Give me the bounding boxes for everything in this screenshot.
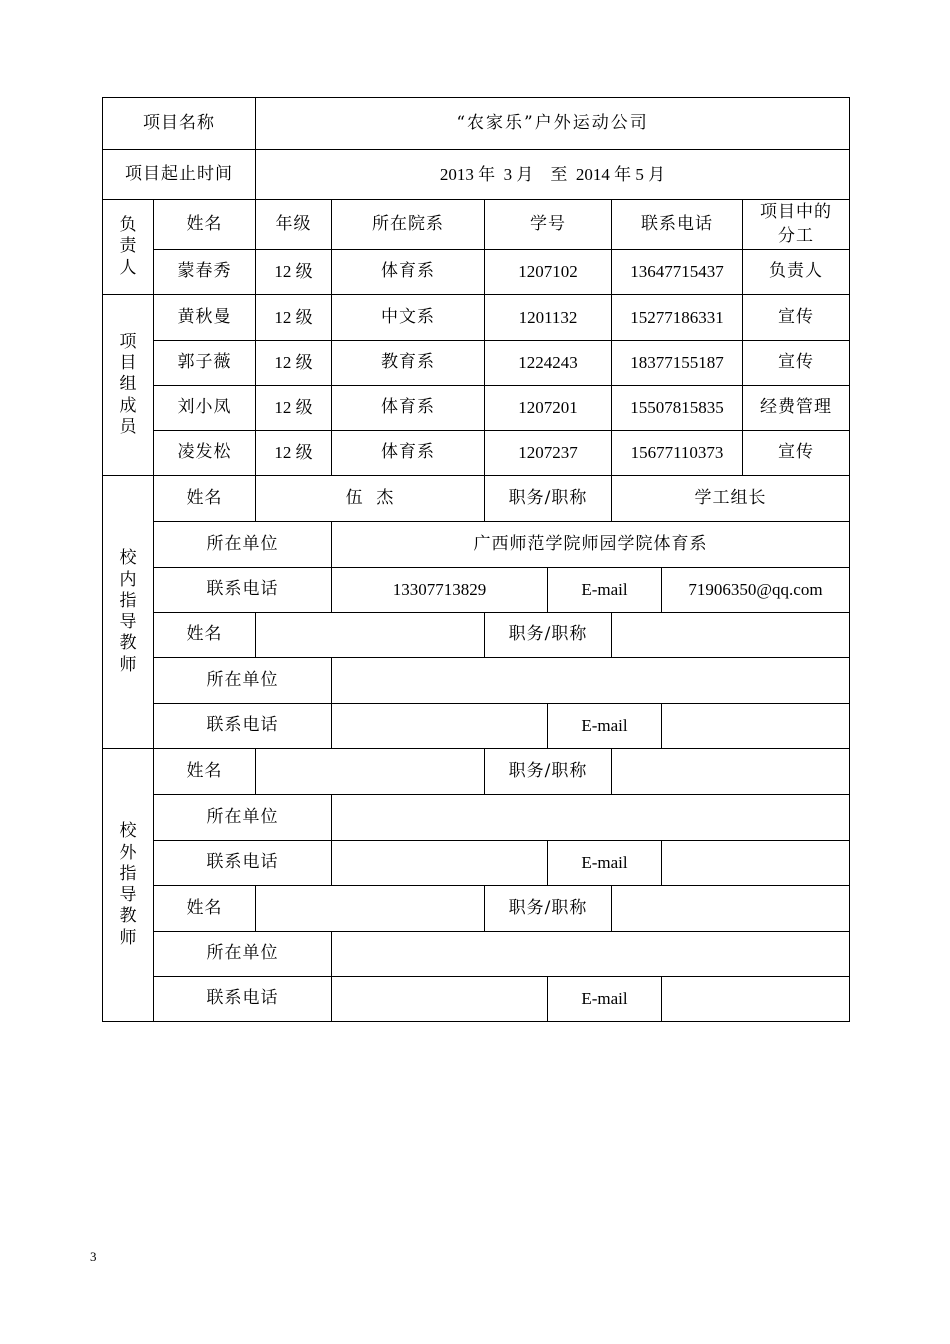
member-phone: 15277186331 [612, 295, 743, 341]
advisor-position-label: 职务/职称 [485, 613, 612, 658]
member-student-id: 1224243 [485, 341, 612, 386]
vertical-label-char: 校 [119, 821, 137, 842]
member-grade: 12 级 [256, 295, 332, 341]
advisor-name-value [256, 613, 485, 658]
advisor-email-label: E-mail [548, 977, 662, 1022]
advisor-unit-value [332, 658, 850, 704]
vertical-label-char: 校 [119, 548, 137, 569]
advisor-name-value: 伍 杰 [256, 476, 485, 522]
header-student-id: 学号 [485, 200, 612, 250]
page-number: 3 [90, 1249, 97, 1264]
vertical-label-char: 内 [119, 569, 137, 590]
advisor-unit-value [332, 795, 850, 841]
leader-grade: 12 级 [256, 250, 332, 295]
member-grade: 12 级 [256, 341, 332, 386]
advisor-email-value [662, 841, 850, 886]
advisor-email-label: E-mail [548, 704, 662, 749]
advisor-phone-value: 13307713829 [332, 568, 548, 613]
header-name: 姓名 [154, 200, 256, 250]
vertical-label-char: 目 [119, 353, 137, 374]
vertical-label-char: 师 [119, 654, 137, 675]
vertical-label-char: 导 [119, 885, 137, 905]
advisor-unit-value: 广西师范学院师园学院体育系 [332, 522, 850, 568]
vertical-label-char: 人 [119, 257, 137, 278]
table-row [103, 341, 850, 386]
member-department: 中文系 [332, 295, 485, 341]
header-department: 所在院系 [332, 200, 485, 250]
table-row [103, 295, 850, 341]
vertical-label-char: 负 [119, 215, 137, 236]
header-phone: 联系电话 [612, 200, 743, 250]
advisor-position-label: 职务/职称 [485, 886, 612, 932]
advisor-name-value [256, 749, 485, 795]
member-grade: 12 级 [256, 386, 332, 431]
member-role: 宣传 [743, 431, 850, 476]
vertical-label-char: 教 [119, 633, 137, 654]
advisor-position-label: 职务/职称 [485, 476, 612, 522]
advisor-phone-value [332, 841, 548, 886]
project-period-value: 2013 年 3 月 至 2014 年 5 月 [256, 150, 850, 200]
table-row [103, 250, 850, 295]
table-row [103, 431, 850, 476]
advisor-email-value [662, 704, 850, 749]
member-student-id: 1207201 [485, 386, 612, 431]
member-phone: 18377155187 [612, 341, 743, 386]
member-name: 凌发松 [154, 431, 256, 476]
vertical-label-char: 指 [119, 590, 137, 611]
member-name: 郭子薇 [154, 341, 256, 386]
member-name: 刘小凤 [154, 386, 256, 431]
members-section-label [103, 295, 154, 476]
advisor-phone-label: 联系电话 [154, 568, 332, 613]
member-role: 经费管理 [743, 386, 850, 431]
leader-phone: 13647715437 [612, 250, 743, 295]
vertical-label-text [103, 821, 153, 949]
member-name: 黄秋曼 [154, 295, 256, 341]
advisor-unit-label: 所在单位 [154, 522, 332, 568]
advisor-email-label: E-mail [548, 841, 662, 886]
vertical-label-text [103, 332, 153, 438]
advisor-unit-label: 所在单位 [154, 932, 332, 977]
external-advisors-section-label [103, 749, 154, 1022]
vertical-label-char: 师 [119, 927, 137, 948]
advisor-name-label: 姓名 [154, 613, 256, 658]
advisor-name-label: 姓名 [154, 886, 256, 932]
advisor-phone-value [332, 704, 548, 749]
project-name-label: 项目名称 [103, 98, 256, 150]
advisor-position-value: 学工组长 [612, 476, 850, 522]
advisor-unit-value [332, 932, 850, 977]
member-phone: 15677110373 [612, 431, 743, 476]
advisor-phone-value [332, 977, 548, 1022]
project-name-value: “农家乐”户外运动公司 [256, 98, 850, 150]
leader-department: 体育系 [332, 250, 485, 295]
advisor-unit-label: 所在单位 [154, 795, 332, 841]
vertical-label-char: 员 [119, 416, 137, 437]
vertical-label-char: 成 [119, 395, 137, 416]
advisor-name-label: 姓名 [154, 749, 256, 795]
advisor-position-value [612, 886, 850, 932]
advisor-email-value [662, 977, 850, 1022]
member-student-id: 1207237 [485, 431, 612, 476]
member-department: 体育系 [332, 431, 485, 476]
advisor-position-value [612, 749, 850, 795]
project-period-label: 项目起止时间 [103, 150, 256, 200]
advisor-phone-label: 联系电话 [154, 977, 332, 1022]
leader-student-id: 1207102 [485, 250, 612, 295]
advisor-name-label: 姓名 [154, 476, 256, 522]
vertical-label-text [103, 215, 153, 279]
advisor-phone-label: 联系电话 [154, 704, 332, 749]
member-role: 宣传 [743, 295, 850, 341]
member-grade: 12 级 [256, 431, 332, 476]
member-department: 教育系 [332, 341, 485, 386]
internal-advisors-section-label [103, 476, 154, 749]
leader-role: 负责人 [743, 250, 850, 295]
vertical-label-text [103, 548, 153, 676]
application-form-table [102, 97, 850, 1022]
vertical-label-char: 责 [119, 236, 137, 257]
vertical-label-char: 外 [119, 842, 137, 863]
table-row [103, 386, 850, 431]
advisor-phone-label: 联系电话 [154, 841, 332, 886]
advisor-email-value: 71906350@qq.com [662, 568, 850, 613]
advisor-position-label: 职务/职称 [485, 749, 612, 795]
vertical-label-char: 组 [119, 374, 137, 395]
vertical-label-char: 教 [119, 906, 137, 927]
leader-name: 蒙春秀 [154, 250, 256, 295]
member-department: 体育系 [332, 386, 485, 431]
header-grade: 年级 [256, 200, 332, 250]
vertical-label-char: 项 [119, 331, 137, 352]
vertical-label-char: 导 [119, 612, 137, 632]
leader-section-label [103, 200, 154, 295]
advisor-unit-label: 所在单位 [154, 658, 332, 704]
header-role: 项目中的分工 [743, 200, 850, 250]
vertical-label-char: 指 [119, 863, 137, 884]
advisor-name-value [256, 886, 485, 932]
member-student-id: 1201132 [485, 295, 612, 341]
member-phone: 15507815835 [612, 386, 743, 431]
member-role: 宣传 [743, 341, 850, 386]
advisor-position-value [612, 613, 850, 658]
advisor-email-label: E-mail [548, 568, 662, 613]
